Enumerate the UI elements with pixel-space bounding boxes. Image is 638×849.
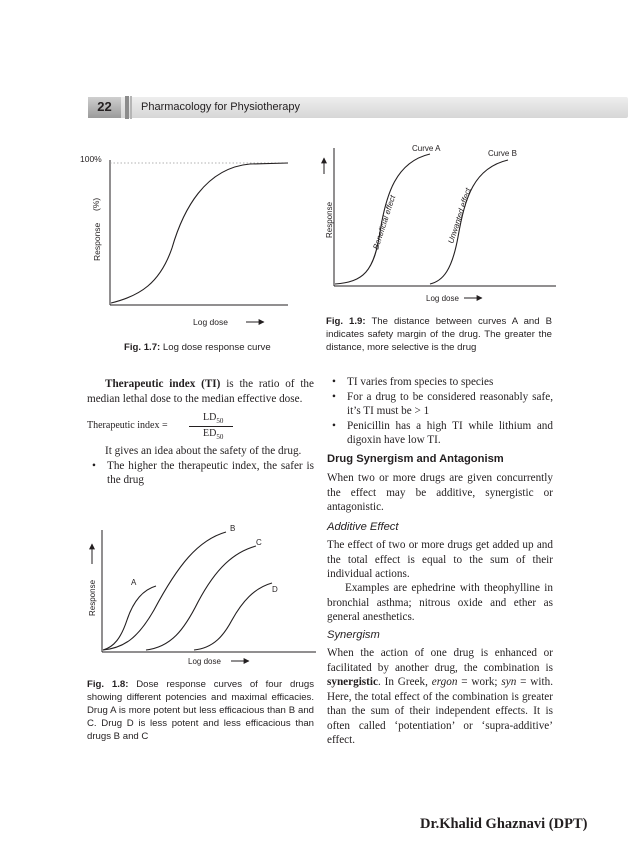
fig-1-8-caption bbox=[87, 678, 314, 743]
beneficial-effect-label: Beneficial effect bbox=[371, 194, 398, 251]
x-axis-label: Log dose bbox=[193, 317, 228, 327]
bullet-item: • The higher the therapeutic index, the safer is the drug bbox=[87, 459, 314, 488]
running-title: Pharmacology for Physiotherapy bbox=[141, 101, 300, 113]
bullet-item: • Penicillin has a high TI while lithium and digoxin have low TI. bbox=[327, 419, 553, 448]
ti-idea-block bbox=[87, 444, 314, 488]
fig-1-7-caption-text: Log dose response curve bbox=[162, 342, 271, 353]
fig-1-7-caption bbox=[124, 341, 294, 354]
formula-denominator: $ED_{50}$ bbox=[203, 428, 224, 441]
header-divider bbox=[125, 96, 129, 119]
curve-d-label: D bbox=[272, 585, 278, 594]
ti-bullets bbox=[87, 459, 314, 488]
bullet-item: • TI varies from species to species bbox=[327, 375, 553, 390]
curve-c-line bbox=[146, 546, 256, 650]
page-number: 22 bbox=[97, 99, 112, 114]
additive-paragraph-2: Examples are ephedrine with theophylline in bronchial asthma; nitrous oxide and ether as general anesthetics. bbox=[327, 582, 553, 623]
y-axis-label: Response bbox=[88, 579, 97, 616]
ti-term: Therapeutic index (TI) bbox=[105, 378, 221, 390]
ti-idea: It gives an idea about the safety of the drug. bbox=[105, 445, 302, 457]
curve-a-label: A bbox=[131, 578, 137, 587]
fig-1-9-caption bbox=[326, 315, 552, 354]
ti-formula bbox=[87, 412, 287, 440]
x-axis-label: Log dose bbox=[188, 657, 221, 666]
dose-response-curve bbox=[111, 163, 288, 303]
figure-1-8 bbox=[86, 520, 318, 670]
fig-1-9-caption-label: Fig. 1.9: bbox=[326, 316, 366, 327]
fig-1-8-caption-label: Fig. 1.8: bbox=[87, 679, 129, 690]
section-heading-synergism-antagonism: Drug Synergism and Antagonism bbox=[327, 453, 504, 465]
additive-paragraph-1: The effect of two or more drugs get added up and the total effect is equal to the sum of their individual actions. bbox=[327, 539, 553, 580]
author-credit: Dr.Khalid Ghaznavi (DPT) bbox=[420, 816, 588, 832]
ti-definition bbox=[87, 377, 314, 406]
ti-facts-list bbox=[327, 375, 553, 448]
fraction-bar bbox=[189, 426, 233, 427]
synergism-paragraph: When the action of one drug is enhanced or facilitated by another drug, the combination is synergistic. In Greek, ergon = work; syn = with. Here, the total effect of the combination is greater than the sum of their independent effects. It is often called ‘potentiation’ or ‘supra-additive’ effect. bbox=[327, 647, 553, 746]
unwanted-effect-label: Unwanted effect bbox=[446, 186, 473, 245]
curve-b-line bbox=[430, 160, 508, 284]
curve-b-label: B bbox=[230, 524, 236, 533]
y-axis-unit: (%) bbox=[91, 197, 101, 211]
fig-1-9-caption-text: The distance between curves A and B indicates safety margin of the drug. The greater the distance, more selective is the drug bbox=[326, 316, 553, 353]
bullet-item: • For a drug to be considered reasonably safe, it’s TI must be > 1 bbox=[327, 390, 553, 419]
curve-c-label: C bbox=[256, 538, 262, 547]
curve-b-label: Curve B bbox=[488, 149, 517, 158]
ti-def: is the ratio of the median lethal dose to the median effective dose. bbox=[87, 378, 314, 405]
header-divider-thin bbox=[130, 96, 132, 119]
fig-1-8-caption-text: Dose response curves of four drugs showing different potencies and maximal efficacies. Drug A is more potent but less efficacious than B and C. Drug D is less potent and less efficacious than drugs B and C bbox=[87, 679, 314, 742]
formula-label: Therapeutic index = bbox=[87, 420, 168, 431]
y-top-label: 100% bbox=[80, 154, 102, 164]
fig-1-7-caption-label: Fig. 1.7: bbox=[124, 342, 161, 353]
curve-a-label: Curve A bbox=[412, 144, 441, 153]
intro-paragraph: When two or more drugs are given concurrently the effect may be additive, synergistic or antagonistic. bbox=[327, 472, 553, 513]
y-axis-label: Response bbox=[325, 201, 334, 238]
additive-heading: Additive Effect bbox=[327, 521, 399, 533]
synergistic-term: synergistic bbox=[327, 676, 378, 688]
figure-1-9 bbox=[318, 142, 558, 307]
y-axis-label: Response bbox=[92, 222, 102, 261]
formula-numerator: $LD_{50}$ bbox=[203, 412, 224, 425]
figure-1-7 bbox=[80, 148, 290, 338]
curve-d-line bbox=[194, 583, 272, 650]
x-axis-label: Log dose bbox=[426, 294, 459, 303]
synergism-heading: Synergism bbox=[327, 629, 380, 641]
